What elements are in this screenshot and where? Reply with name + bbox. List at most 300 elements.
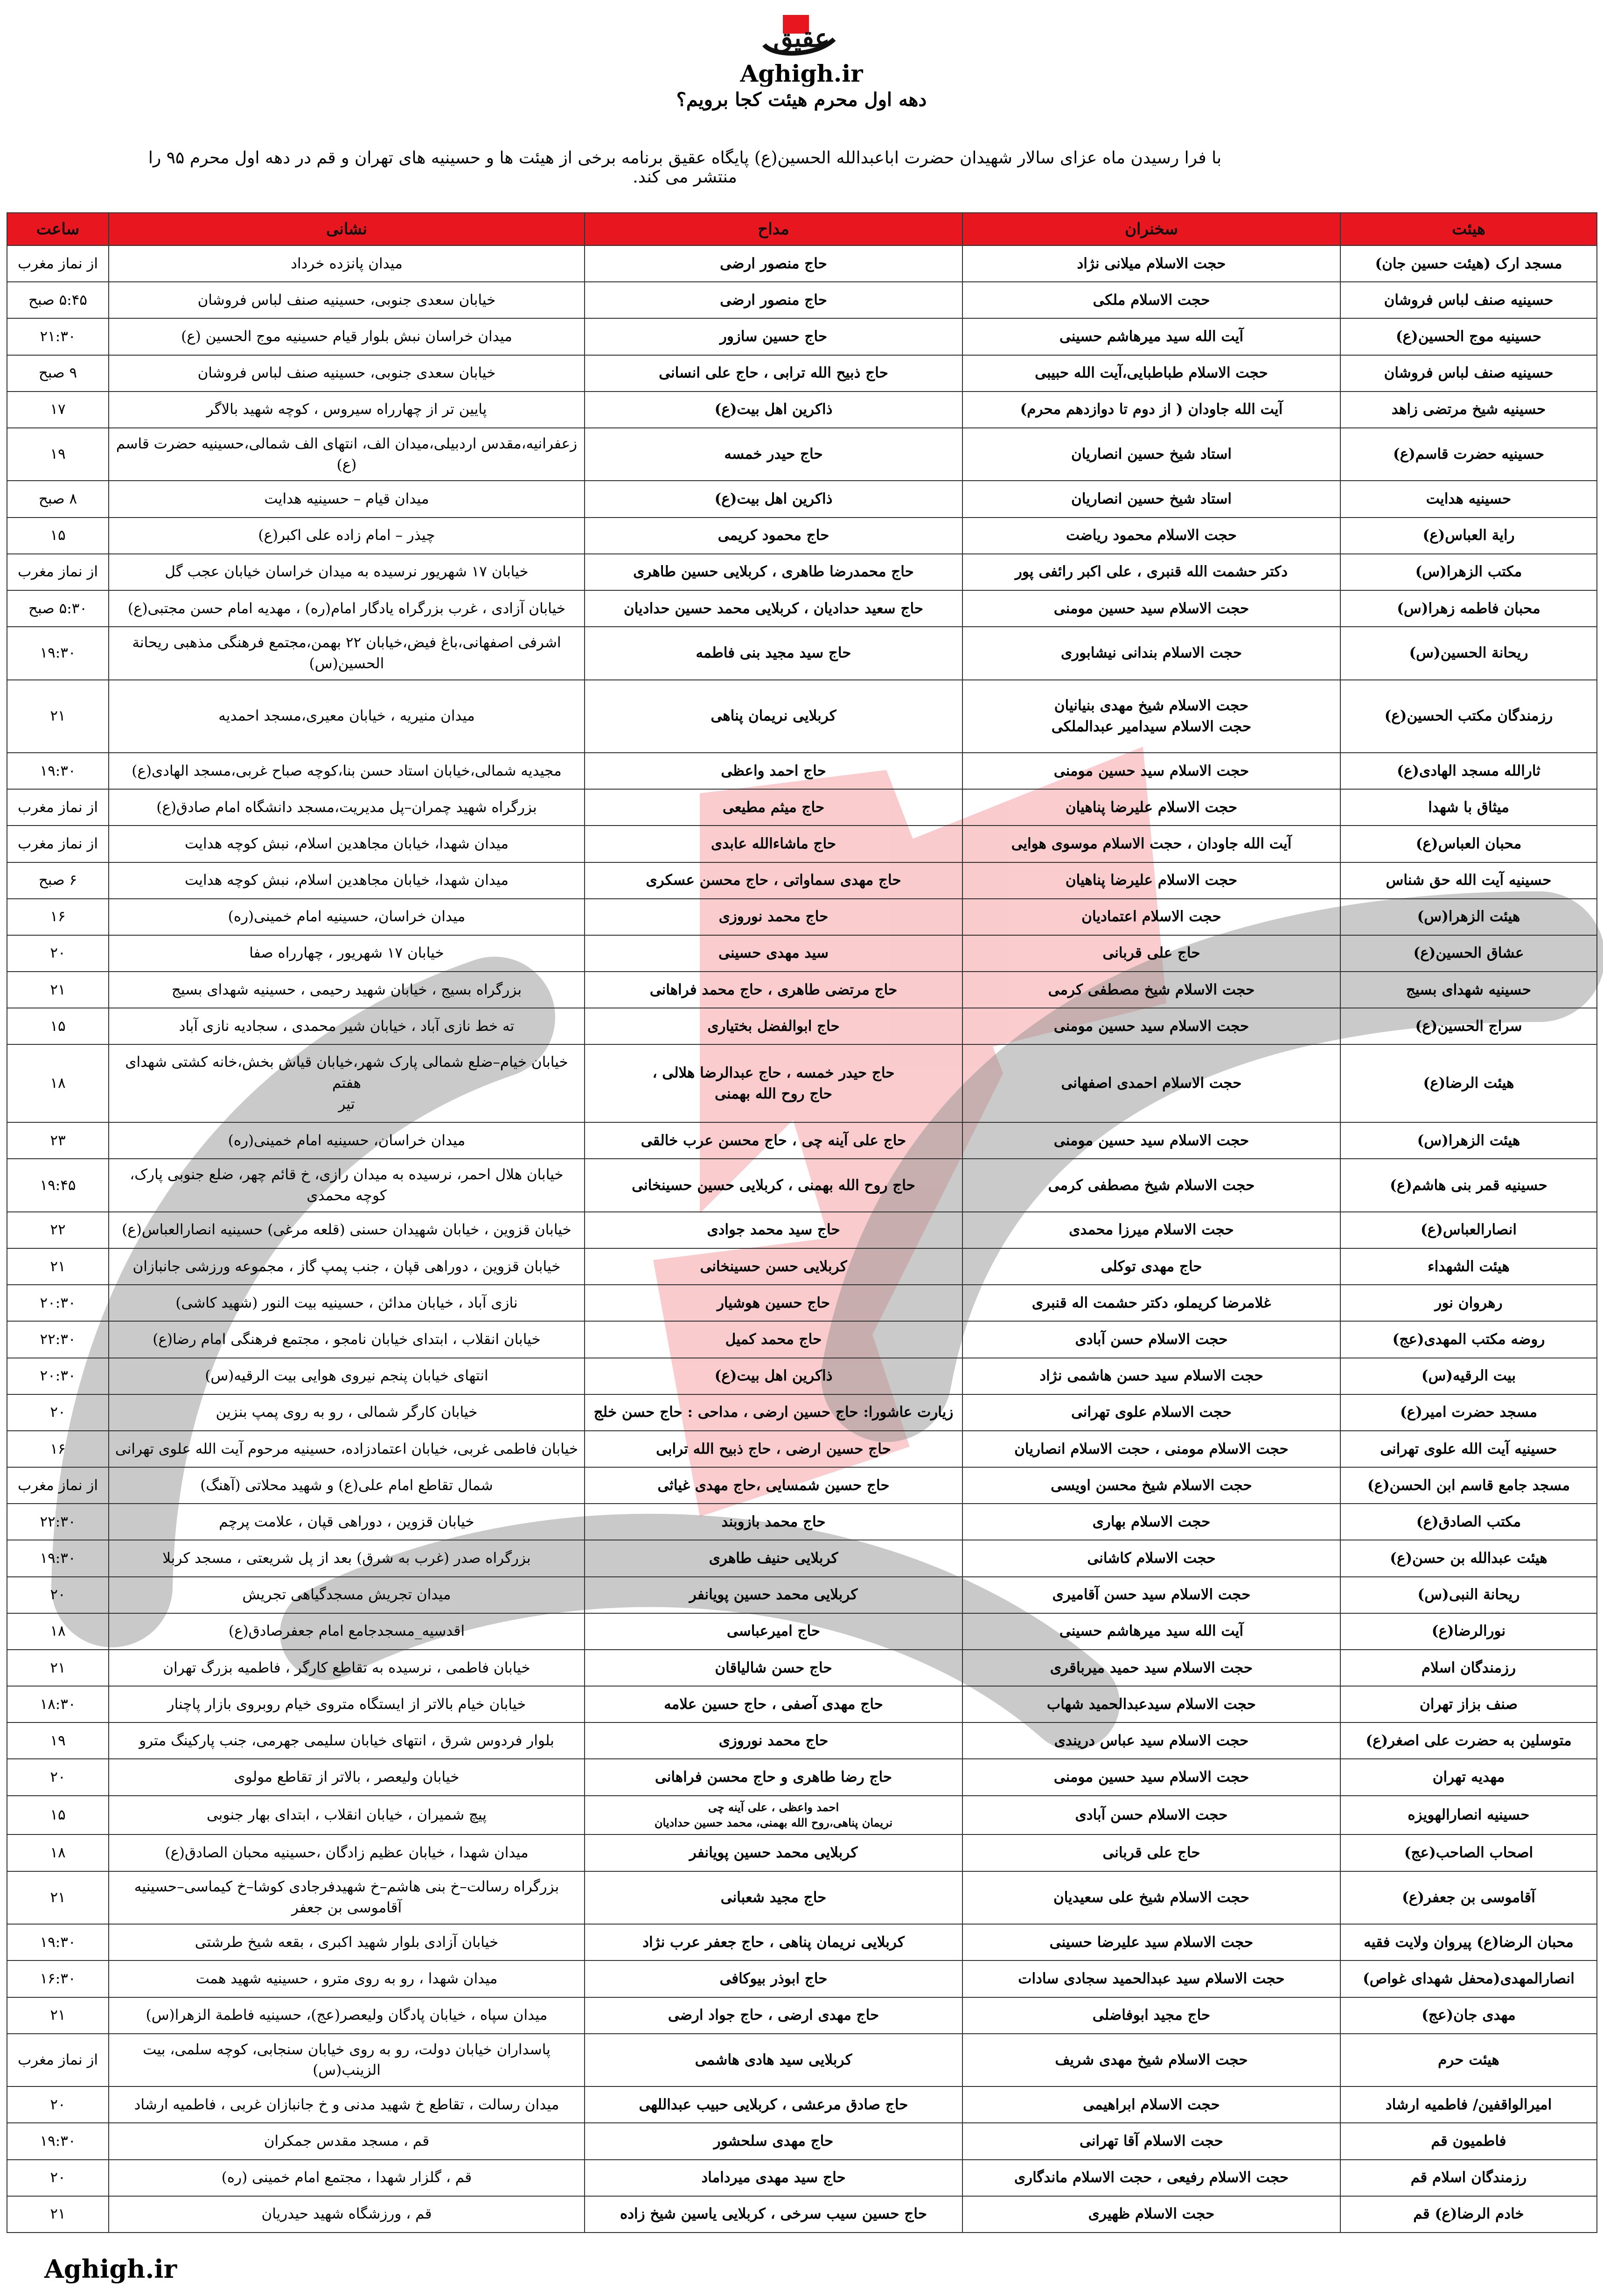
address-cell-text-line2: تیر — [338, 1096, 355, 1113]
address-cell — [109, 1159, 585, 1212]
address-cell-text: شمال تقاطع امام علی(ع) و شهید محلاتی (آهنگ) — [200, 1477, 493, 1494]
address-cell-text: میدان رسالت ، تقاطع خ شهید مدنی و خ جانبازان غربی ، فاطمیه ارشاد — [134, 2096, 559, 2113]
speaker-cell-text: حاج مهدی توکلی — [1101, 1258, 1202, 1275]
maddah-cell — [585, 1650, 962, 1686]
maddah-cell-text: حاج امیرعباسی — [726, 1623, 821, 1640]
speaker-cell — [962, 1686, 1340, 1722]
time-cell — [7, 1540, 109, 1576]
heyat-cell — [1340, 789, 1597, 826]
speaker-cell — [962, 1159, 1340, 1212]
heyat-cell-text: هیئت عبدالله بن حسن(ع) — [1390, 1550, 1547, 1567]
address-cell — [109, 282, 585, 318]
maddah-cell — [585, 1358, 962, 1394]
speaker-cell — [962, 1796, 1340, 1835]
time-cell — [7, 1321, 109, 1358]
maddah-cell — [585, 1008, 962, 1044]
address-cell-text: خیابان سعدی جنوبی، حسینیه صنف لباس فروشان — [197, 364, 496, 382]
page-heading: دهه اول محرم هیئت کجا برویم؟ — [676, 89, 927, 111]
column-header-heyat: هیئت — [1340, 213, 1597, 245]
time-cell — [7, 590, 109, 627]
time-cell — [7, 282, 109, 318]
address-cell — [109, 1613, 585, 1650]
time-cell-text: از نماز مغرب — [17, 563, 98, 581]
address-cell-text: خیابان قزوین ، خیابان شهیدان حسنی (قلعه مرغی) حسینیه انصارالعباس(ع) — [122, 1221, 572, 1239]
table-row — [7, 245, 1597, 282]
address-cell — [109, 245, 585, 282]
maddah-cell — [585, 1122, 962, 1159]
address-cell-text: خیابان آزادی ، غرب بزرگراه یادگار امام(ره) ، مهدیه امام حسن مجتبی(ع) — [127, 600, 566, 617]
heyat-cell-text: بیت الرقیه(س) — [1421, 1367, 1516, 1385]
table-row — [7, 899, 1597, 935]
address-cell — [109, 680, 585, 753]
maddah-cell-text: حاج حیدر خمسه ، حاج عبدالرضا هلالی ، — [652, 1064, 895, 1081]
heyat-cell — [1340, 1431, 1597, 1467]
maddah-cell-text: احمد واعظی ، علی آینه چی — [708, 1800, 839, 1814]
address-cell-text: پاسداران خیابان دولت، رو به روی خیابان سنجابی، کوچه سلمی، بیت الزینب(س) — [143, 2041, 551, 2079]
speaker-cell-text: حجت الاسلام سید حسن هاشمی نژاد — [1039, 1367, 1263, 1385]
speaker-cell-text: حجت الاسلام ملکی — [1093, 291, 1210, 308]
time-cell-text: از نماز مغرب — [17, 835, 98, 852]
heyat-cell-text: حسینیه شیخ مرتضی زاهد — [1391, 401, 1546, 418]
speaker-cell — [962, 1008, 1340, 1044]
maddah-cell — [585, 2196, 962, 2233]
time-cell — [7, 1285, 109, 1321]
speaker-cell — [962, 862, 1340, 899]
address-cell-text: قم ، ورزشگاه شهید حیدریان — [261, 2205, 432, 2223]
table-row — [7, 1650, 1597, 1686]
time-cell — [7, 1504, 109, 1540]
address-cell-text: میدان تجریش مسجدگیاهی تجریش — [242, 1586, 451, 1603]
time-cell-text: ۱۸ — [50, 1075, 66, 1092]
speaker-cell-text: استاد شیخ حسین انصاریان — [1071, 446, 1232, 463]
table-row — [7, 1212, 1597, 1248]
address-cell — [109, 1796, 585, 1835]
column-header-time: ساعت — [7, 213, 109, 245]
address-cell — [109, 1504, 585, 1540]
heyat-cell — [1340, 2086, 1597, 2123]
maddah-cell-text: حاج محمد نوروزی — [718, 908, 829, 925]
heyat-cell — [1340, 282, 1597, 318]
time-cell-text: ۸ صبح — [38, 490, 77, 508]
maddah-cell — [585, 245, 962, 282]
maddah-cell — [585, 1285, 962, 1321]
speaker-cell — [962, 1722, 1340, 1759]
address-cell-text: نازی آباد ، خیابان مدائن ، حسینیه بیت النور (شهید کاشی) — [175, 1294, 518, 1311]
time-cell — [7, 1248, 109, 1285]
table-row — [7, 972, 1597, 1008]
speaker-cell-text: حجت الاسلام سید حسن آقامیری — [1052, 1586, 1251, 1603]
heyat-cell — [1340, 481, 1597, 517]
speaker-cell-text: حجت الاسلام رفیعی ، حجت الاسلام ماندگاری — [1014, 2169, 1289, 2186]
address-cell — [109, 1212, 585, 1248]
heyat-cell — [1340, 753, 1597, 789]
maddah-cell — [585, 1212, 962, 1248]
time-cell-text: ۲۱ — [50, 1659, 66, 1676]
time-cell — [7, 1796, 109, 1835]
address-cell-text: قم ، گلزار شهدا ، مجتمع امام خمینی (ره) — [221, 2169, 472, 2186]
speaker-cell-text: حجت الاسلام آقا تهرانی — [1080, 2133, 1223, 2149]
speaker-cell — [962, 318, 1340, 355]
address-cell-text: میدان خراسان نبش بلوار قیام حسینیه موج الحسین (ع) — [181, 328, 512, 345]
time-cell — [7, 428, 109, 481]
heyat-cell — [1340, 554, 1597, 590]
table-row — [7, 862, 1597, 899]
time-cell-text: ۲۰ — [50, 1769, 66, 1786]
time-cell-text: ۱۶:۳۰ — [40, 1970, 76, 1987]
maddah-cell-text: حاج محمدرضا طاهری ، کربلایی حسین طاهری — [633, 563, 914, 581]
address-cell — [109, 554, 585, 590]
speaker-cell-text: آیت الله جاودان ( از دوم تا دوازدهم محرم) — [1020, 401, 1283, 418]
heyat-cell-text: صنف بزاز تهران — [1419, 1695, 1518, 1713]
table-body — [7, 245, 1597, 2233]
speaker-cell-text: حجت الاسلام بندانی نیشابوری — [1060, 644, 1242, 662]
heyat-cell — [1340, 2196, 1597, 2233]
address-cell-text: بزرگراه شهید چمران–پل مدیریت،مسجد دانشگاه امام صادق(ع) — [156, 798, 537, 816]
address-cell — [109, 1394, 585, 1431]
heyat-cell — [1340, 355, 1597, 392]
time-cell — [7, 2196, 109, 2233]
address-cell-text: بلوار فردوس شرق ، انتهای خیابان سلیمی جهرمی، جنب پارکینگ مترو — [139, 1732, 554, 1749]
maddah-cell-text: حاج سید محمد جوادی — [707, 1221, 840, 1239]
heyat-cell — [1340, 392, 1597, 428]
maddah-cell — [585, 392, 962, 428]
time-cell-text: ۲۱ — [50, 981, 66, 998]
maddah-cell-text: حاج حسین سازور — [719, 328, 828, 345]
heyat-cell — [1340, 245, 1597, 282]
time-cell-text: ۲۱ — [50, 2205, 66, 2223]
table-row — [7, 481, 1597, 517]
heyat-cell-text: مسجد ارک (هیئت حسین جان) — [1375, 255, 1562, 272]
time-cell-text: ۱۹:۳۰ — [40, 2133, 76, 2149]
time-cell — [7, 1008, 109, 1044]
maddah-cell-text: حاج سید مجید بنی فاطمه — [696, 644, 851, 662]
speaker-cell — [962, 2034, 1340, 2087]
speaker-cell — [962, 627, 1340, 680]
maddah-cell-text: ذاکرین اهل بیت(ع) — [714, 1367, 833, 1385]
maddah-cell — [585, 1394, 962, 1431]
maddah-cell-text: حاج حسین ارضی ، حاج ذبیح الله ترابی — [656, 1440, 891, 1457]
speaker-cell — [962, 680, 1340, 753]
table-row — [7, 1871, 1597, 1925]
time-cell-text: ۱۶ — [50, 1440, 66, 1457]
time-cell-text: ۲۰ — [50, 1586, 66, 1603]
time-cell — [7, 1759, 109, 1795]
maddah-cell-text: حاج روح الله بهمنی ، کربلایی حسین حسینخانی — [632, 1176, 915, 1194]
heyat-cell-text: رزمندگان مکتب الحسین(ع) — [1384, 707, 1553, 725]
address-cell-text: میدان شهدا، خیابان مجاهدین اسلام، نبش کوچه هدایت — [184, 835, 509, 852]
speaker-cell — [962, 1212, 1340, 1248]
time-cell-text: ۱۵ — [50, 527, 66, 544]
speaker-cell-text: آیت الله جاودان ، حجت الاسلام موسوی هوایی — [1011, 835, 1292, 852]
heyat-cell-text: هیئت الشهداء — [1428, 1258, 1510, 1275]
address-cell-text: اقدسیه_مسجدجامع امام جعفرصادق(ع) — [228, 1623, 465, 1640]
heyat-cell — [1340, 428, 1597, 481]
speaker-cell — [962, 2123, 1340, 2159]
speaker-cell-text: آیت الله سید میرهاشم حسینی — [1059, 1623, 1244, 1640]
table-row — [7, 2196, 1597, 2233]
maddah-cell-text-line2: نریمان پناهی،روح الله بهمنی، محمد حسین حدادیان — [654, 1815, 893, 1829]
maddah-cell-text: حاج محمد کمیل — [725, 1330, 822, 1348]
maddah-cell-text: ذاکرین اهل بیت(ع) — [714, 490, 833, 508]
speaker-cell — [962, 972, 1340, 1008]
maddah-cell — [585, 627, 962, 680]
maddah-cell — [585, 935, 962, 972]
column-header-address: نشانی — [109, 213, 585, 245]
address-cell — [109, 2034, 585, 2087]
maddah-cell-text: حاج میثم مطیعی — [722, 798, 825, 816]
heyat-cell-text: هیئت الزهرا(س) — [1417, 1132, 1520, 1149]
speaker-cell-text: حجت الاسلام سید حسین مومنی — [1053, 1132, 1249, 1149]
time-cell-text: از نماز مغرب — [17, 798, 98, 816]
table-row — [7, 1122, 1597, 1159]
address-cell-text: پیچ شمیران ، خیابان انقلاب ، ابتدای بهار جنوبی — [206, 1806, 487, 1824]
address-cell — [109, 355, 585, 392]
speaker-cell-text: حجت الاسلام سید عباس دریندی — [1054, 1732, 1249, 1749]
maddah-cell — [585, 2123, 962, 2159]
heyat-cell-text: حسینیه قمر بنی هاشم(ع) — [1390, 1176, 1547, 1194]
speaker-cell-text: حجت الاسلام سید عبدالحمید سجادی سادات — [1018, 1970, 1285, 1987]
address-cell-text: زعفرانیه،مقدس اردبیلی،میدان الف، انتهای الف شمالی،حسینیه حضرت قاسم (ع) — [116, 435, 578, 473]
address-cell-text: بزرگراه بسیج ، خیابان شهید رحیمی ، حسینیه شهدای بسیج — [171, 981, 522, 998]
maddah-cell — [585, 1759, 962, 1795]
maddah-cell-text: حاج صادق مرعشی ، کربلایی حبیب عبداللهی — [639, 2096, 908, 2113]
speaker-cell-text: حجت الاسلام میلانی نژاد — [1077, 255, 1226, 272]
heyat-cell-text: حسینیه حضرت قاسم(ع) — [1393, 446, 1545, 463]
speaker-cell-text: حاج علی قربانی — [1102, 945, 1200, 962]
heyat-cell-text: مهدیه تهران — [1432, 1769, 1505, 1786]
table-row — [7, 355, 1597, 392]
heyat-cell — [1340, 935, 1597, 972]
time-cell-text: ۱۶ — [50, 908, 66, 925]
maddah-cell-text: کربلایی حسن حسینخانی — [700, 1258, 847, 1275]
address-cell — [109, 1577, 585, 1613]
address-cell — [109, 2123, 585, 2159]
maddah-cell — [585, 282, 962, 318]
table-row — [7, 428, 1597, 481]
maddah-cell — [585, 1044, 962, 1122]
heyat-cell — [1340, 1321, 1597, 1358]
time-cell — [7, 1686, 109, 1722]
address-cell-text: اشرفی اصفهانی،باغ فیض،خیابان ۲۲ بهمن،مجتمع فرهنگی مذهبی ریحانة الحسین(س) — [132, 634, 561, 672]
address-cell-text: خیابان قزوین ، دوراهی قپان ، علامت پرچم — [219, 1513, 474, 1530]
heyat-cell-text: رزمندگان اسلام قم — [1410, 2169, 1527, 2186]
speaker-cell — [962, 1871, 1340, 1925]
maddah-cell — [585, 1321, 962, 1358]
heyat-cell — [1340, 627, 1597, 680]
time-cell-text: ۲۱ — [50, 707, 66, 725]
heyat-cell — [1340, 1871, 1597, 1925]
speaker-cell-text: حجت الاسلام سید علیرضا حسینی — [1049, 1933, 1254, 1951]
time-cell — [7, 826, 109, 862]
table-row — [7, 1960, 1597, 1997]
address-cell — [109, 1960, 585, 1997]
table-row — [7, 680, 1597, 753]
site-name-top[interactable]: Aghigh.ir — [740, 60, 863, 87]
address-cell — [109, 1540, 585, 1576]
address-cell-text: خیابان قزوین ، دوراهی قپان ، جنب پمپ گاز ، مجموعه ورزشی جانبازان — [132, 1258, 561, 1275]
time-cell — [7, 1871, 109, 1925]
maddah-cell — [585, 753, 962, 789]
heyat-cell-text: حسینیه آیت الله علوی تهرانی — [1380, 1440, 1557, 1457]
heyat-cell-text: حسینیه صنف لباس فروشان — [1384, 364, 1554, 382]
speaker-cell — [962, 1997, 1340, 2034]
address-cell-text: ته خط نازی آباد ، خیابان شیر محمدی ، سجادیه نازی آباد — [179, 1017, 515, 1035]
address-cell-text: میدان منیریه ، خیابان معیری،مسجد احمدیه — [218, 707, 475, 725]
address-cell-text: میدان سپاه ، خیابان پادگان ولیعصر(عج)، حسینیه فاطمة الزهرا(س) — [146, 2007, 548, 2024]
time-cell-text: ۲۱ — [50, 1258, 66, 1275]
maddah-cell — [585, 862, 962, 899]
time-cell-text: ۱۵ — [50, 1806, 66, 1824]
time-cell — [7, 1960, 109, 1997]
address-cell — [109, 935, 585, 972]
maddah-cell-text: سید مهدی حسینی — [718, 945, 829, 962]
time-cell — [7, 1044, 109, 1122]
table-row — [7, 1008, 1597, 1044]
table-row — [7, 753, 1597, 789]
address-cell — [109, 1686, 585, 1722]
time-cell-text: ۲۳ — [50, 1132, 66, 1149]
speaker-cell — [962, 1321, 1340, 1358]
maddah-cell — [585, 1467, 962, 1504]
speaker-cell-text: حجت الاسلام حسن آبادی — [1075, 1806, 1228, 1824]
table-row — [7, 1159, 1597, 1212]
maddah-cell-text: کربلایی نریمان پناهی ، حاج جعفر عرب نژاد — [642, 1933, 905, 1951]
speaker-cell-text: غلامرضا کریملو، دکتر حشمت اله قنبری — [1031, 1294, 1271, 1311]
address-cell-text: خیابان فاطمی ، نرسیده به تقاطع کارگر ، فاطمیه بزرگ تهران — [163, 1659, 530, 1676]
time-cell-text: ۵:۳۰ صبح — [28, 600, 87, 617]
time-cell — [7, 1650, 109, 1686]
heyat-cell — [1340, 1504, 1597, 1540]
speaker-cell-text: حجت الاسلام احمدی اصفهانی — [1061, 1075, 1242, 1092]
address-cell-text: میدان خراسان، حسینیه امام خمینی(ره) — [228, 908, 466, 925]
maddah-cell — [585, 1871, 962, 1925]
maddah-cell-text: حاج رضا طاهری و حاج محسن فراهانی — [655, 1769, 892, 1786]
speaker-cell-text: حجت الاسلام بهاری — [1092, 1513, 1211, 1530]
maddah-cell — [585, 1577, 962, 1613]
speaker-cell — [962, 428, 1340, 481]
time-cell-text: ۱۹:۳۰ — [40, 1550, 76, 1567]
time-cell-text: ۲۱:۳۰ — [40, 328, 76, 345]
speaker-cell — [962, 899, 1340, 935]
speaker-cell — [962, 2196, 1340, 2233]
heyat-cell — [1340, 1924, 1597, 1960]
heyat-cell — [1340, 1613, 1597, 1650]
heyat-cell-text: حسینیه آیت الله حق شناس — [1386, 872, 1552, 889]
address-cell-text: خیابان سعدی جنوبی، حسینیه صنف لباس فروشان — [197, 291, 496, 308]
time-cell — [7, 627, 109, 680]
intro-text: با فرا رسیدن ماه عزای سالار شهیدان حضرت اباعبدالله الحسین(ع) پایگاه عقیق برنامه برخی از هیئت ها و حسینیه های تهران و قم در دهه اول محرم ۹۵ را منتشر می کند. — [148, 148, 1222, 187]
maddah-cell-text: حاج مهدی آصفی ، حاج حسین علامه — [664, 1695, 883, 1713]
time-cell — [7, 1212, 109, 1248]
schedule-table — [7, 212, 1597, 2233]
maddah-cell-text: حاج احمد واعظی — [721, 762, 826, 779]
address-cell — [109, 862, 585, 899]
time-cell-text: ۲۲:۳۰ — [40, 1513, 76, 1530]
address-cell-text: میدان خراسان، حسینیه امام خمینی(ره) — [228, 1132, 466, 1149]
maddah-cell-text: حاج ابوالفضل بختیاری — [707, 1017, 840, 1035]
table-row — [7, 1686, 1597, 1722]
heyat-cell-text: نورالرضا(ع) — [1431, 1623, 1506, 1640]
speaker-cell — [962, 1285, 1340, 1321]
speaker-cell — [962, 245, 1340, 282]
maddah-cell-text: حاج مهدی سماواتی ، حاج محسن عسکری — [646, 872, 901, 889]
maddah-cell — [585, 1686, 962, 1722]
maddah-cell-text: حاج حسین هوشیار — [717, 1294, 830, 1311]
time-cell-text: ۱۸ — [50, 1844, 66, 1862]
address-cell — [109, 1924, 585, 1960]
heyat-cell — [1340, 1540, 1597, 1576]
maddah-cell — [585, 1159, 962, 1212]
table-row — [7, 1358, 1597, 1394]
speaker-cell-text: حجت الاسلام کاشانی — [1087, 1550, 1216, 1567]
time-cell — [7, 2160, 109, 2196]
site-name-bottom[interactable]: Aghigh.ir — [44, 2254, 177, 2284]
address-cell — [109, 1467, 585, 1504]
heyat-cell-text: مسجد حضرت امیر(ع) — [1400, 1404, 1537, 1421]
time-cell — [7, 1358, 109, 1394]
speaker-cell — [962, 826, 1340, 862]
table-row — [7, 1285, 1597, 1321]
table-row — [7, 1997, 1597, 2034]
heyat-cell — [1340, 1960, 1597, 1997]
heyat-cell-text: حسینیه هدایت — [1426, 490, 1512, 508]
time-cell — [7, 899, 109, 935]
time-cell — [7, 554, 109, 590]
heyat-cell-text: هیئت حرم — [1438, 2051, 1499, 2068]
address-cell — [109, 1431, 585, 1467]
maddah-cell-text: حاج حسن شالیاقان — [715, 1659, 832, 1676]
speaker-cell-text: حجت الاسلام علوی تهرانی — [1071, 1404, 1232, 1421]
heyat-cell-text: عشاق الحسین(ع) — [1413, 945, 1524, 962]
table-row — [7, 1248, 1597, 1285]
time-cell-text: ۱۸ — [50, 1623, 66, 1640]
maddah-cell-text: حاج ابوذر بیوکافی — [719, 1970, 828, 1987]
table-row — [7, 627, 1597, 680]
time-cell — [7, 1834, 109, 1871]
speaker-cell — [962, 481, 1340, 517]
heyat-cell-text: روضه مکتب المهدی(عج) — [1392, 1330, 1545, 1348]
speaker-cell — [962, 935, 1340, 972]
address-cell — [109, 1358, 585, 1394]
address-cell — [109, 1650, 585, 1686]
speaker-cell-text: استاد شیخ حسین انصاریان — [1071, 490, 1232, 508]
maddah-cell-text: حاج علی آینه چی ، حاج محسن عرب خالقی — [641, 1132, 906, 1149]
heyat-cell-text: سراج الحسین(ع) — [1415, 1017, 1522, 1035]
maddah-cell-text: حاج محمد بازوبند — [721, 1513, 826, 1530]
time-cell — [7, 1722, 109, 1759]
maddah-cell-text: ذاکرین اهل بیت(ع) — [714, 401, 833, 418]
address-cell — [109, 789, 585, 826]
time-cell-text: ۲۲:۳۰ — [40, 1330, 76, 1348]
speaker-cell-text: حجت الاسلام شیخ محسن اویسی — [1051, 1477, 1252, 1494]
maddah-cell — [585, 1504, 962, 1540]
time-cell-text: از نماز مغرب — [17, 1477, 98, 1494]
speaker-cell-text: حجت الاسلام سیدعبدالحمید شهاب — [1046, 1695, 1256, 1713]
heyat-cell-text: رایة العباس(ع) — [1422, 527, 1515, 544]
maddah-cell — [585, 1722, 962, 1759]
table-row — [7, 392, 1597, 428]
address-cell — [109, 1044, 585, 1122]
table-row — [7, 2160, 1597, 2196]
address-cell — [109, 518, 585, 554]
speaker-cell — [962, 1044, 1340, 1122]
address-cell — [109, 428, 585, 481]
maddah-cell-text: حاج مرتضی طاهری ، حاج محمد فراهانی — [649, 981, 898, 998]
heyat-cell — [1340, 1008, 1597, 1044]
heyat-cell-text: مکتب الصادق(ع) — [1416, 1513, 1521, 1530]
speaker-cell-text: حجت الاسلام سید حسین مومنی — [1053, 762, 1249, 779]
address-cell-text: خیابان آزادی بلوار شهید اکبری ، بقعه شیخ طرشتی — [195, 1933, 499, 1951]
